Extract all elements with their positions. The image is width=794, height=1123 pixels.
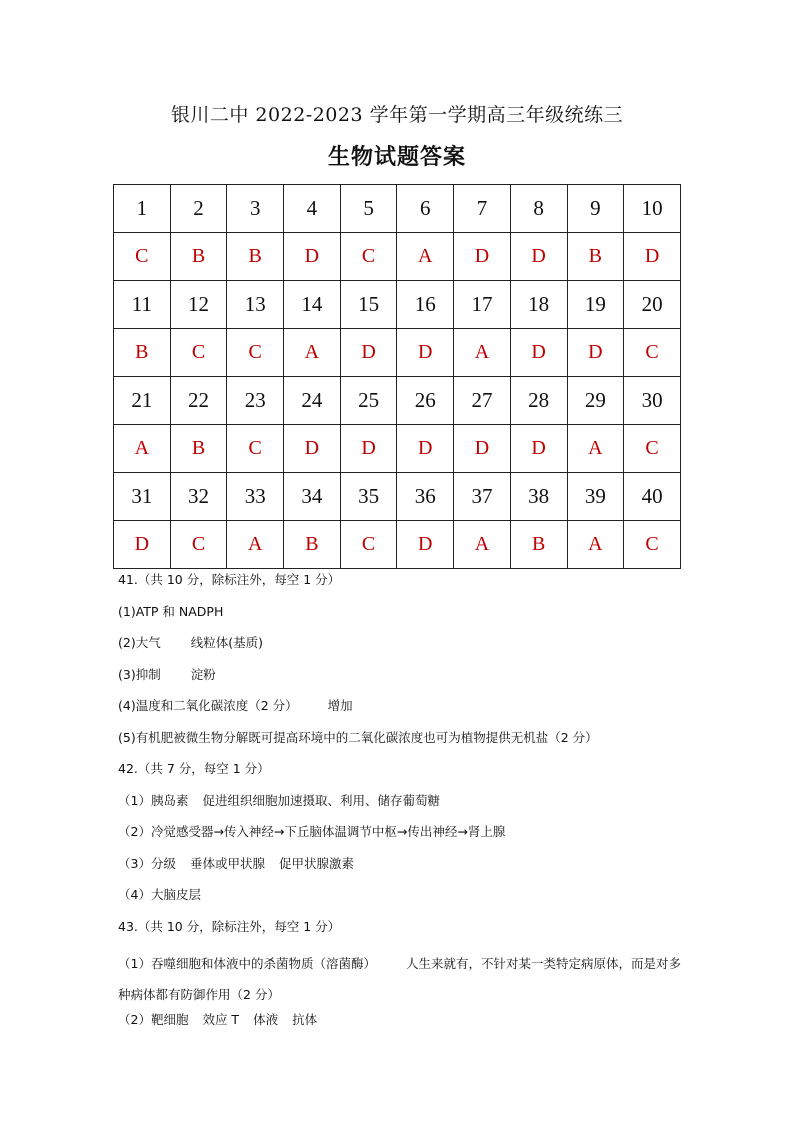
q42-item-3-c: 促甲状腺激素 — [278, 855, 354, 871]
question-number-cell: 35 — [340, 473, 397, 521]
question-number-cell: 32 — [170, 473, 227, 521]
question-number-cell: 1 — [114, 185, 171, 233]
question-number-cell: 40 — [624, 473, 681, 521]
q41-item-4-b: 增加 — [327, 698, 353, 713]
page-subtitle: 生物试题答案 — [327, 144, 466, 170]
question-number-cell: 29 — [567, 377, 624, 425]
question-number-cell: 22 — [170, 377, 227, 425]
q41-item-5: (5)有机肥被微生物分解既可提高环境中的二氧化碳浓度也可为植物提供无机盐（2 分） — [118, 729, 598, 745]
question-number-cell: 12 — [170, 281, 227, 329]
q42-item-3-b: 垂体或甲状腺 — [189, 855, 265, 871]
answer-cell: B — [170, 233, 227, 281]
question-number-cell: 11 — [114, 281, 171, 329]
question-number-cell: 33 — [227, 473, 284, 521]
answer-cell: D — [510, 233, 567, 281]
q42-item-3-a: （3）分级 — [118, 855, 176, 871]
question-number-cell: 3 — [227, 185, 284, 233]
answer-cell: C — [170, 329, 227, 377]
answer-cell: A — [114, 425, 171, 473]
q41-item-2 — [118, 633, 688, 665]
question-number-cell: 16 — [397, 281, 454, 329]
question-number-cell: 24 — [284, 377, 341, 425]
q41-item-2-b: 线粒体(基质) — [190, 635, 263, 650]
question-number-cell: 30 — [624, 377, 681, 425]
answer-cell: A — [567, 425, 624, 473]
answer-cell: D — [340, 329, 397, 377]
answer-cell: C — [227, 425, 284, 473]
answer-cell: B — [510, 521, 567, 569]
q43-item-1-b: 人生来就有，不针对某一类特定病原体，而是对多种病体都有防御作用（2 分） — [118, 956, 681, 1002]
answer-cell: C — [624, 329, 681, 377]
q41-item-4 — [118, 696, 688, 728]
question-number-cell: 28 — [510, 377, 567, 425]
answer-cell: C — [624, 425, 681, 473]
question-number-cell: 25 — [340, 377, 397, 425]
question-number-cell: 8 — [510, 185, 567, 233]
answer-cell: C — [114, 233, 171, 281]
answer-cell: A — [284, 329, 341, 377]
answer-cell: B — [170, 425, 227, 473]
q41-item-4-a: (4)温度和二氧化碳浓度（2 分） — [118, 698, 298, 713]
q41-heading: 41.（共 10 分，除标注外，每空 1 分） — [118, 572, 341, 587]
answer-cell: A — [567, 521, 624, 569]
answer-row — [114, 329, 681, 377]
answer-cell: A — [397, 233, 454, 281]
question-number-cell: 6 — [397, 185, 454, 233]
answer-cell: D — [397, 521, 454, 569]
answer-cell: C — [227, 329, 284, 377]
answer-cell: C — [340, 521, 397, 569]
answer-cell: B — [114, 329, 171, 377]
q43-item-2-c: 体液 — [253, 1012, 279, 1027]
answer-table — [113, 184, 681, 569]
question-number-cell: 38 — [510, 473, 567, 521]
answer-cell: D — [284, 233, 341, 281]
answer-cell: A — [454, 521, 511, 569]
q42-item-1-a: （1）胰岛素 — [118, 792, 189, 808]
number-row — [114, 185, 681, 233]
question-number-cell: 21 — [114, 377, 171, 425]
q42-item-1-b: 促进组织细胞加速摄取、利用、储存葡萄糖 — [202, 792, 440, 808]
answer-cell: C — [340, 233, 397, 281]
q41-item-3-a: (3)抑制 — [118, 666, 161, 682]
answer-row — [114, 521, 681, 569]
question-number-cell: 10 — [624, 185, 681, 233]
answer-cell: D — [284, 425, 341, 473]
answer-cell: D — [510, 425, 567, 473]
question-number-cell: 23 — [227, 377, 284, 425]
answer-cell: C — [170, 521, 227, 569]
question-number-cell: 27 — [454, 377, 511, 425]
q41-item-2-a: (2)大气 — [118, 635, 161, 650]
answer-cell: D — [454, 233, 511, 281]
q41-item-3-b: 淀粉 — [190, 666, 216, 682]
answer-cell: C — [624, 521, 681, 569]
question-number-cell: 17 — [454, 281, 511, 329]
q43-item-2-a: （2）靶细胞 — [118, 1012, 189, 1027]
answer-cell: D — [114, 521, 171, 569]
answer-row — [114, 425, 681, 473]
answer-cell: D — [340, 425, 397, 473]
q43-item-2-d: 抗体 — [292, 1012, 318, 1027]
question-number-cell: 7 — [454, 185, 511, 233]
answer-cell: A — [454, 329, 511, 377]
page-title: 银川二中 2022-2023 学年第一学期高三年级统练三 — [170, 104, 624, 126]
question-number-cell: 31 — [114, 473, 171, 521]
q41-item-1: (1)ATP 和 NADPH — [118, 603, 224, 619]
question-number-cell: 34 — [284, 473, 341, 521]
answer-row — [114, 233, 681, 281]
q43-item-1-a: （1）吞噬细胞和体液中的杀菌物质（溶菌酶） — [118, 956, 376, 971]
answer-cell: D — [397, 329, 454, 377]
q41-item-3 — [118, 665, 688, 697]
answer-cell: D — [397, 425, 454, 473]
number-row — [114, 377, 681, 425]
question-number-cell: 14 — [284, 281, 341, 329]
answer-cell: D — [624, 233, 681, 281]
number-row — [114, 281, 681, 329]
q43-item-2-b: 效应 T — [202, 1012, 240, 1027]
answer-cell: B — [284, 521, 341, 569]
answer-notes — [118, 570, 688, 1042]
answer-cell: D — [567, 329, 624, 377]
question-number-cell: 37 — [454, 473, 511, 521]
question-number-cell: 4 — [284, 185, 341, 233]
number-row — [114, 473, 681, 521]
question-number-cell: 39 — [567, 473, 624, 521]
q43-item-1 — [118, 948, 688, 1010]
q42-item-1 — [118, 791, 688, 823]
q42-heading: 42.（共 7 分，每空 1 分） — [118, 761, 270, 776]
answer-cell: D — [510, 329, 567, 377]
q42-item-2: （2）冷觉感受器→传入神经→下丘脑体温调节中枢→传出神经→肾上腺 — [118, 824, 506, 839]
q42-item-4: （4）大脑皮层 — [118, 887, 201, 902]
answer-cell: B — [227, 233, 284, 281]
question-number-cell: 36 — [397, 473, 454, 521]
q43-item-2 — [118, 1010, 688, 1042]
answer-cell: D — [454, 425, 511, 473]
question-number-cell: 20 — [624, 281, 681, 329]
q43-heading: 43.（共 10 分，除标注外，每空 1 分） — [118, 918, 341, 934]
question-number-cell: 26 — [397, 377, 454, 425]
question-number-cell: 18 — [510, 281, 567, 329]
answer-cell: B — [567, 233, 624, 281]
question-number-cell: 5 — [340, 185, 397, 233]
question-number-cell: 13 — [227, 281, 284, 329]
question-number-cell: 2 — [170, 185, 227, 233]
question-number-cell: 15 — [340, 281, 397, 329]
question-number-cell: 9 — [567, 185, 624, 233]
question-number-cell: 19 — [567, 281, 624, 329]
answer-cell: A — [227, 521, 284, 569]
q42-item-3 — [118, 854, 688, 886]
